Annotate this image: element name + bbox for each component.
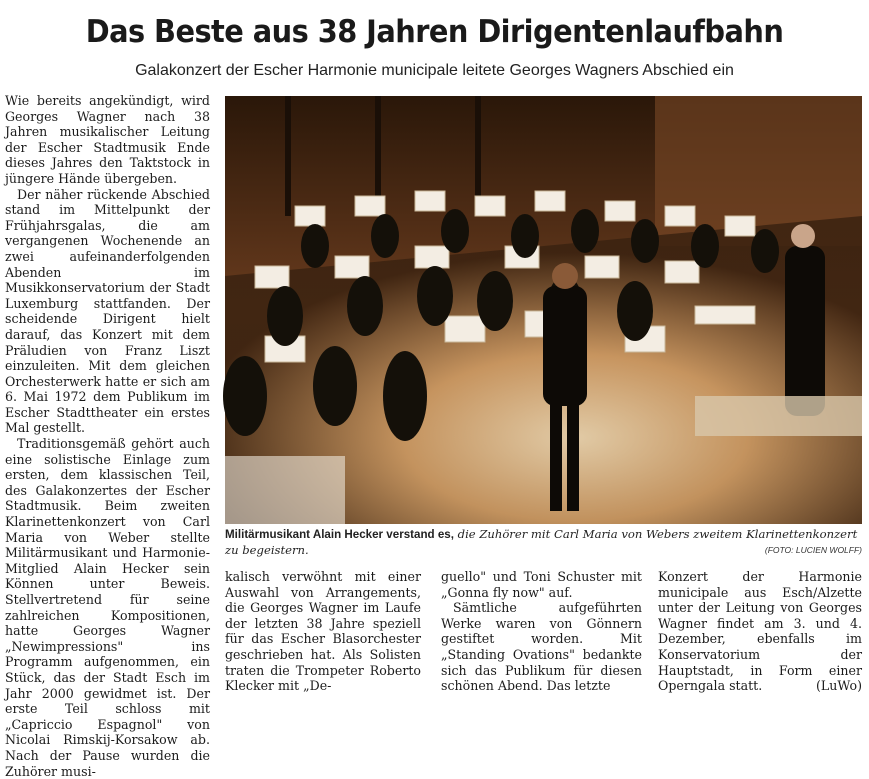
article-paragraph: kalisch verwöhnt mit einer Auswahl von Arrangements, die Georges Wagner im Laufe der letzten 38 Jahre speziell für das Escher Blasorchester geschrieben hat. Als Solisten traten die Trompeter Roberto Klecker mit „De- [225,569,421,694]
subline: Galakonzert der Escher Harmonie municipale leitete Georges Wagners Abschied ein [135,62,734,79]
orchestra-photo-illustration [225,96,862,524]
article-column-3 [441,569,642,694]
article-paragraph [658,569,862,694]
article-column-4 [658,569,862,694]
article-paragraph-text: Konzert der Harmonie municipale aus Esch/Alzette unter der Leitung von Georges Wagner findet am 3. und 4. Dezember, ebenfalls im Konservatorium der Hauptstadt, in Form einer Operngala statt. [658,569,862,694]
article-paragraph: guello" und Toni Schuster mit „Gonna fly now" auf. [441,569,642,600]
article-column-2 [225,569,421,694]
caption-text: die Zuhörer mit Carl Maria von Webers zweitem Klarinettenkonzert zu begeistern. [225,527,858,557]
article-paragraph: Sämtliche aufgeführten Werke waren von Gönnern gestiftet worden. Mit „Standing Ovations" bedankte sich das Publikum für diesen schönen Abend. Das letzte [441,600,642,694]
author-signature: (LuWo) [816,678,862,694]
caption-lead: Militärmusikant Alain Hecker verstand es, [225,528,454,541]
concert-photo [225,96,862,524]
photo-credit: (FOTO: LUCIEN WOLFF) [764,545,862,555]
article-column-1 [5,93,210,779]
headline: Das Beste aus 38 Jahren Dirigentenlaufbahn [85,14,784,50]
article-paragraph: Wie bereits angekündigt, wird Georges Wagner nach 38 Jahren musikalischer Leitung der Escher Stadtmusik Ende dieses Jahres den Taktstock in jüngere Hände übergeben. [5,93,210,186]
article-paragraph: Der näher rückende Abschied stand im Mittelpunkt der Frühjahrsgalas, die am vergangenen Wochenende an zwei aufeinanderfolgenden Abenden im Musikkonservatorium der Stadt Luxemburg stattfanden. Der scheidende Dirigent hielt darauf, das Konzert mit dem Präludien von Franz Liszt einzuleiten. Mit dem gleichen Orchesterwerk hatte er sich am 6. Mai 1972 dem Publikum im Escher Stadttheater ein erstes Mal gestellt. [5,186,210,436]
article-paragraph: Traditionsgemäß gehört auch eine solistische Einlage zum ersten, dem klassischen Teil, des Galakonzertes der Escher Stadtmusik. Beim zweiten Klarinettenkonzert von Carl Maria von Weber stellte Militärmusikant und Harmonie-Mitglied Alain Hecker sein Können unter Beweis. Stellvertretend für seine zahlreichen Kompositionen, hatte Georges Wagner „Newimpressions" ins Programm aufgenommen, ein Stück, das der Stadt Esch im Jahr 2000 gewidmet ist. Der erste Teil schloss mit „Capriccio Espagnol" von Nicolai Rimskij-Korsakow ab. Nach der Pause wurden die Zuhörer musi- [5,436,210,779]
